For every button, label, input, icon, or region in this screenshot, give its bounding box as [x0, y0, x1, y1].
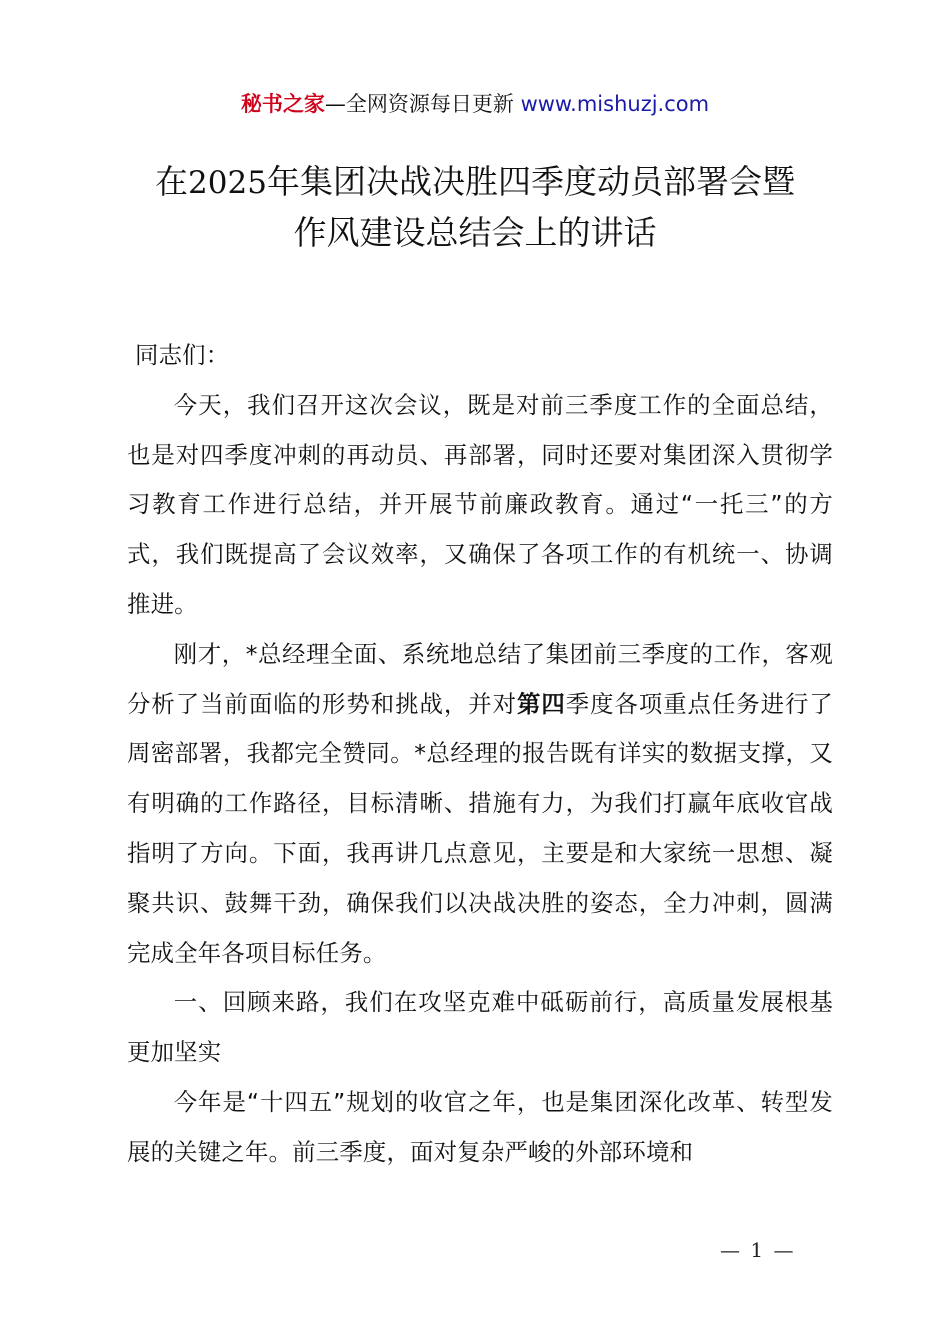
paragraph-review: 今年是“十四五”规划的收官之年，也是集团深化改革、转型发展的关键之年。前三季度，面对复杂严峻的外部环境和 [127, 1087, 833, 1166]
brand-name: 秘书之家 [240, 92, 325, 116]
paragraph-intro: 今天，我们召开这次会议，既是对前三季度工作的全面总结，也是对四季度冲刺的再动员、再部署，同时还要对集团深入贯彻学习教育工作进行总结，并开展节前廉政教育。通过“一托三”的方式，我们既提高了会议效率，又确保了各项工作的有机统一、协调推进。 [127, 390, 833, 618]
title-line-1: 在2025年集团决战决胜四季度动员部署会暨 [155, 162, 795, 201]
emphasis-text: 第四 [516, 689, 566, 718]
title-year: 2025 [188, 165, 267, 201]
document-title [0, 157, 950, 258]
site-url-link[interactable]: www.mishuzj.com [520, 92, 710, 116]
header-tagline: —全网资源每日更新 [324, 92, 514, 116]
site-header [0, 88, 950, 120]
paragraph-summary: 刚才，*总经理全面、系统地总结了集团前三季度的工作，客观分析了当前面临的形势和挑战，并对第四季度各项重点任务进行了周密部署，我都完全赞同。*总经理的报告既有详实的数据支撑，又有明确的工作路径，目标清晰、措施有力，为我们打赢年底收官战指明了方向。下面，我再讲几点意见，主要是和大家统一思想、凝聚共识、鼓舞干劲，确保我们以决战决胜的姿态，全力冲刺，圆满完成全年各项目标任务。 [127, 639, 834, 967]
document-body [127, 331, 833, 1178]
greeting: 同志们： [135, 341, 230, 369]
section-heading-1: 一、回顾来路，我们在攻坚克难中砥砺前行，高质量发展根基更加坚实 [127, 988, 833, 1067]
page-number: — 1 — [720, 1238, 796, 1262]
title-line-2: 作风建设总结会上的讲话 [293, 213, 657, 252]
